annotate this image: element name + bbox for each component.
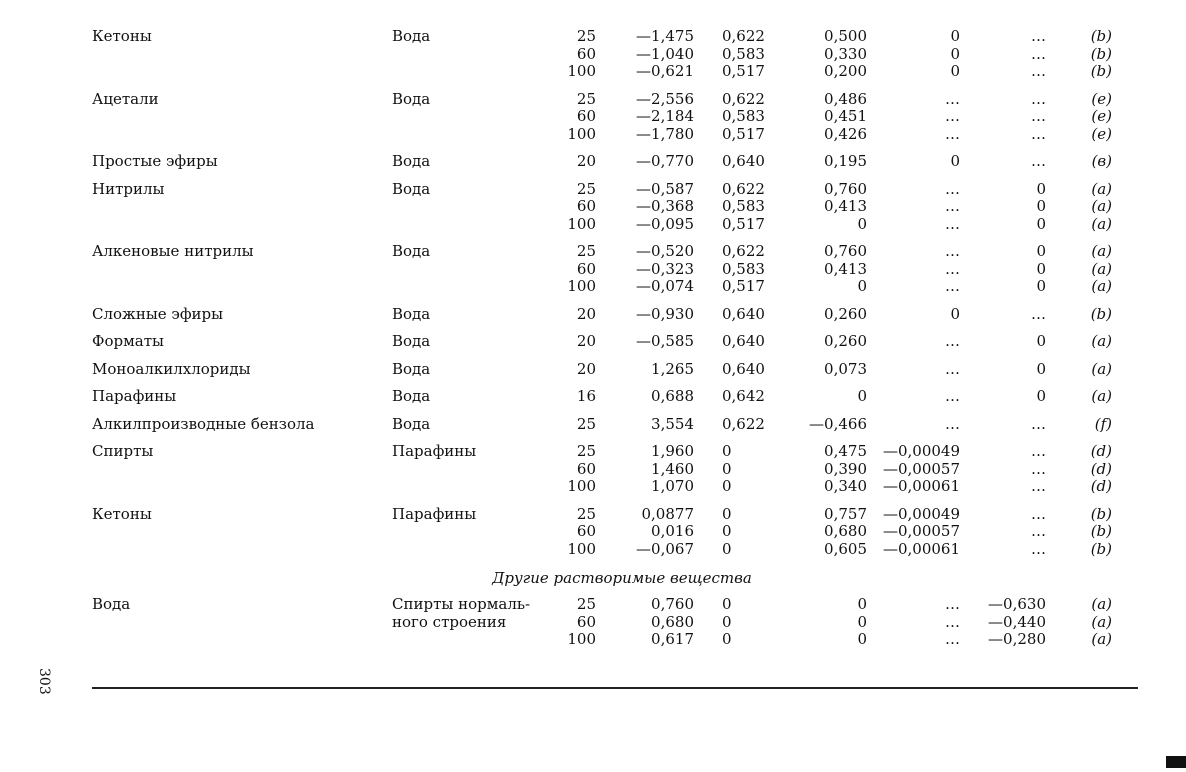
table-row <box>92 388 1152 406</box>
temperature-cell: 100 <box>567 277 596 295</box>
coefficient-b-cell: 0,517 <box>722 277 765 295</box>
table-row <box>92 506 1152 524</box>
reference-cell: (e) <box>1091 89 1112 108</box>
temperature-cell: 25 <box>576 27 596 45</box>
coefficient-d-cell: … <box>945 124 960 143</box>
coefficient-c-cell: 0,390 <box>824 459 867 478</box>
temperature-cell: 100 <box>567 539 596 558</box>
coefficient-c-cell: 0,760 <box>824 242 867 260</box>
coefficient-d-cell: … <box>945 612 960 631</box>
temperature-cell: 25 <box>576 242 596 260</box>
reference-cell: (a) <box>1091 277 1112 295</box>
table-group <box>92 416 1152 434</box>
table-row <box>92 614 1152 632</box>
table-row <box>92 216 1152 234</box>
table-row <box>92 631 1152 649</box>
coefficient-c-cell: —0,466 <box>809 414 867 433</box>
solvent-name: Вода <box>392 89 431 108</box>
table-group <box>92 243 1152 296</box>
coefficient-b-cell: 0,640 <box>722 332 765 350</box>
coefficient-a-cell: 0,617 <box>651 630 694 648</box>
coefficient-b-cell: 0,583 <box>722 107 765 125</box>
temperature-cell: 20 <box>576 304 596 323</box>
reference-cell: (b) <box>1090 539 1112 558</box>
coefficient-e-cell: … <box>1031 152 1046 170</box>
reference-cell: (d) <box>1090 442 1112 460</box>
solvent-name: Вода <box>392 152 431 170</box>
coefficient-a-cell: 0,016 <box>651 522 694 540</box>
coefficient-a-cell: —1,475 <box>636 27 694 45</box>
solvent-name: Вода <box>392 332 431 350</box>
coefficient-e-cell: 0 <box>1036 277 1046 295</box>
substance-name: Алкеновые нитрилы <box>92 242 254 260</box>
coefficient-b-cell: 0,622 <box>722 414 765 433</box>
coefficient-d-cell: 0 <box>950 27 960 45</box>
coefficient-a-cell: —0,621 <box>636 62 694 80</box>
coefficient-e-cell: 0 <box>1036 387 1046 405</box>
coefficient-e-cell: … <box>1031 27 1046 45</box>
substance-name: Нитрилы <box>92 179 165 198</box>
bottom-rule <box>92 687 1138 689</box>
coefficient-d-cell: … <box>945 595 960 613</box>
coefficient-a-cell: —0,587 <box>636 179 694 198</box>
table-row <box>92 261 1152 279</box>
reference-cell: (f) <box>1094 414 1112 433</box>
table-group <box>92 28 1152 81</box>
coefficient-a-cell: 0,680 <box>651 612 694 631</box>
reference-cell: (a) <box>1091 332 1112 350</box>
coefficient-c-cell: 0,195 <box>824 152 867 170</box>
section-heading: Другие растворимые вещества <box>492 569 752 587</box>
coefficient-e-cell: … <box>1031 304 1046 323</box>
coefficient-b-cell: 0 <box>722 442 732 460</box>
table-group <box>92 506 1152 559</box>
coefficient-e-cell: … <box>1031 124 1046 143</box>
coefficient-d-cell: 0 <box>950 304 960 323</box>
table-row <box>92 46 1152 64</box>
coefficient-b-cell: 0,640 <box>722 304 765 323</box>
coefficient-a-cell: —2,184 <box>636 107 694 125</box>
table-row <box>92 361 1152 379</box>
coefficient-c-cell: 0,475 <box>824 442 867 460</box>
coefficient-b-cell: 0 <box>722 539 732 558</box>
coefficient-a-cell: —0,930 <box>636 304 694 323</box>
coefficient-e-cell: … <box>1031 414 1046 433</box>
coefficient-e-cell: … <box>1031 522 1046 540</box>
coefficient-e-cell: 0 <box>1036 332 1046 350</box>
table-row <box>92 278 1152 296</box>
substance-name: Ацетали <box>92 89 159 108</box>
coefficient-c-cell: 0 <box>857 214 867 233</box>
coefficient-c-cell: 0,760 <box>824 179 867 198</box>
table-row <box>92 28 1152 46</box>
table-row <box>92 416 1152 434</box>
substance-name: Вода <box>92 595 131 613</box>
reference-cell: (b) <box>1090 504 1112 523</box>
temperature-cell: 25 <box>576 595 596 613</box>
substance-name: Форматы <box>92 332 164 350</box>
table-row <box>92 541 1152 559</box>
temperature-cell: 60 <box>576 459 596 478</box>
reference-cell: (a) <box>1091 630 1112 648</box>
coefficient-b-cell: 0,640 <box>722 152 765 170</box>
table-body <box>92 28 1152 558</box>
coefficient-c-cell: 0,260 <box>824 332 867 350</box>
coefficient-a-cell: —0,520 <box>636 242 694 260</box>
coefficient-c-cell: 0 <box>857 612 867 631</box>
other-solutes-table-body <box>92 596 1152 649</box>
coefficient-b-cell: 0 <box>722 459 732 478</box>
coefficient-e-cell: 0 <box>1036 197 1046 215</box>
coefficient-b-cell: 0,622 <box>722 179 765 198</box>
table-row <box>92 306 1152 324</box>
coefficient-b-cell: 0,583 <box>722 259 765 278</box>
temperature-cell: 60 <box>576 107 596 125</box>
coefficient-c-cell: 0 <box>857 277 867 295</box>
coefficient-a-cell: 0,760 <box>651 595 694 613</box>
coefficient-e-cell: 0 <box>1036 242 1046 260</box>
temperature-cell: 100 <box>567 477 596 495</box>
coefficient-d-cell: … <box>945 332 960 350</box>
coefficient-c-cell: 0,073 <box>824 359 867 378</box>
temperature-cell: 20 <box>576 152 596 170</box>
table-row <box>92 63 1152 81</box>
temperature-cell: 60 <box>576 259 596 278</box>
coefficient-b-cell: 0 <box>722 595 732 613</box>
table-group <box>92 153 1152 171</box>
coefficient-e-cell: … <box>1031 107 1046 125</box>
coefficient-c-cell: 0,605 <box>824 539 867 558</box>
temperature-cell: 20 <box>576 359 596 378</box>
reference-cell: (b) <box>1090 62 1112 80</box>
reference-cell: (a) <box>1091 259 1112 278</box>
table-row <box>92 478 1152 496</box>
coefficient-e-cell: —0,630 <box>988 595 1046 613</box>
coefficient-a-cell: —0,585 <box>636 332 694 350</box>
coefficient-c-cell: 0 <box>857 387 867 405</box>
coefficient-b-cell: 0,622 <box>722 242 765 260</box>
table-row <box>92 126 1152 144</box>
coefficient-e-cell: … <box>1031 539 1046 558</box>
table-group <box>92 388 1152 406</box>
coefficient-e-cell: … <box>1031 44 1046 63</box>
coefficient-c-cell: 0,486 <box>824 89 867 108</box>
temperature-cell: 25 <box>576 414 596 433</box>
coefficient-a-cell: 0,688 <box>651 387 694 405</box>
temperature-cell: 60 <box>576 522 596 540</box>
table-row <box>92 443 1152 461</box>
reference-cell: (b) <box>1090 44 1112 63</box>
table-row <box>92 596 1152 614</box>
table-row <box>92 198 1152 216</box>
coefficient-a-cell: 3,554 <box>651 414 694 433</box>
reference-cell: (d) <box>1090 477 1112 495</box>
reference-cell: (a) <box>1091 214 1112 233</box>
coefficient-e-cell: 0 <box>1036 214 1046 233</box>
coefficient-b-cell: 0,517 <box>722 214 765 233</box>
table-group <box>92 443 1152 496</box>
reference-cell: (e) <box>1091 124 1112 143</box>
coefficient-d-cell: … <box>945 414 960 433</box>
coefficient-a-cell: —0,368 <box>636 197 694 215</box>
substance-name: Парафины <box>92 387 177 405</box>
coefficient-b-cell: 0,640 <box>722 359 765 378</box>
table-row <box>92 108 1152 126</box>
coefficient-a-cell: —0,067 <box>636 539 694 558</box>
temperature-cell: 25 <box>576 179 596 198</box>
temperature-cell: 60 <box>576 44 596 63</box>
substance-name: Кетоны <box>92 27 152 45</box>
coefficient-d-cell: … <box>945 630 960 648</box>
coefficient-a-cell: —2,556 <box>636 89 694 108</box>
temperature-cell: 25 <box>576 504 596 523</box>
temperature-cell: 100 <box>567 124 596 143</box>
reference-cell: (a) <box>1091 197 1112 215</box>
coefficient-c-cell: 0,330 <box>824 44 867 63</box>
solvent-name: Вода <box>392 387 431 405</box>
coefficient-e-cell: … <box>1031 477 1046 495</box>
coefficient-c-cell: 0,413 <box>824 197 867 215</box>
coefficient-a-cell: 1,070 <box>651 477 694 495</box>
coefficient-c-cell: 0 <box>857 630 867 648</box>
table-row <box>92 181 1152 199</box>
substance-name: Сложные эфиры <box>92 304 224 323</box>
coefficient-c-cell: 0,260 <box>824 304 867 323</box>
coefficient-d-cell: 0 <box>950 44 960 63</box>
solvent-name: Вода <box>392 359 431 378</box>
coefficient-c-cell: 0,426 <box>824 124 867 143</box>
coefficient-c-cell: 0,451 <box>824 107 867 125</box>
coefficient-d-cell: … <box>945 242 960 260</box>
coefficient-e-cell: 0 <box>1036 359 1046 378</box>
reference-cell: (a) <box>1091 612 1112 631</box>
coefficient-b-cell: 0,622 <box>722 89 765 108</box>
reference-cell: (в) <box>1091 152 1112 170</box>
reference-cell: (a) <box>1091 242 1112 260</box>
coefficient-b-cell: 0,583 <box>722 44 765 63</box>
temperature-cell: 100 <box>567 214 596 233</box>
solvent-name: Спирты нормаль- <box>392 595 531 613</box>
coefficient-d-cell: 0 <box>950 62 960 80</box>
solvent-name: Вода <box>392 179 431 198</box>
reference-cell: (d) <box>1090 459 1112 478</box>
coefficient-d-cell: … <box>945 197 960 215</box>
table-group <box>92 361 1152 379</box>
reference-cell: (a) <box>1091 179 1112 198</box>
coefficient-a-cell: —0,323 <box>636 259 694 278</box>
coefficient-a-cell: —1,780 <box>636 124 694 143</box>
coefficient-a-cell: —0,770 <box>636 152 694 170</box>
substance-name: Простые эфиры <box>92 152 218 170</box>
solvent-name: Вода <box>392 414 431 433</box>
table-row <box>92 153 1152 171</box>
table-row <box>92 461 1152 479</box>
temperature-cell: 25 <box>576 442 596 460</box>
coefficient-e-cell: … <box>1031 442 1046 460</box>
solvent-name: Вода <box>392 27 431 45</box>
solvent-name-continued: ного строения <box>392 612 507 631</box>
coefficient-b-cell: 0,583 <box>722 197 765 215</box>
coefficient-e-cell: 0 <box>1036 259 1046 278</box>
reference-cell: (a) <box>1091 359 1112 378</box>
coefficient-d-cell: … <box>945 359 960 378</box>
coefficient-b-cell: 0 <box>722 612 732 631</box>
coefficient-b-cell: 0 <box>722 630 732 648</box>
reference-cell: (a) <box>1091 595 1112 613</box>
table-row <box>92 91 1152 109</box>
coefficient-e-cell: —0,440 <box>988 612 1046 631</box>
temperature-cell: 100 <box>567 62 596 80</box>
table-row <box>92 523 1152 541</box>
coefficient-e-cell: … <box>1031 504 1046 523</box>
coefficient-d-cell: … <box>945 259 960 278</box>
coefficient-e-cell: … <box>1031 459 1046 478</box>
coefficient-d-cell: … <box>945 89 960 108</box>
coefficient-b-cell: 0,642 <box>722 387 765 405</box>
coefficient-d-cell: —0,00049 <box>882 442 960 460</box>
coefficient-c-cell: 0 <box>857 595 867 613</box>
temperature-cell: 25 <box>576 89 596 108</box>
reference-cell: (b) <box>1090 304 1112 323</box>
coefficient-d-cell: … <box>945 214 960 233</box>
coefficient-c-cell: 0,757 <box>824 504 867 523</box>
coefficient-a-cell: 1,960 <box>651 442 694 460</box>
table-group <box>92 91 1152 144</box>
coefficient-d-cell: —0,00049 <box>882 504 960 523</box>
substance-name: Кетоны <box>92 504 152 523</box>
coefficient-c-cell: 0,680 <box>824 522 867 540</box>
coefficient-a-cell: —0,074 <box>636 277 694 295</box>
table-row <box>92 243 1152 261</box>
table-group <box>92 306 1152 324</box>
coefficient-b-cell: 0 <box>722 477 732 495</box>
table-group <box>92 181 1152 234</box>
table-group <box>92 596 1152 649</box>
temperature-cell: 60 <box>576 612 596 631</box>
coefficient-d-cell: —0,00061 <box>882 539 960 558</box>
coefficient-c-cell: 0,413 <box>824 259 867 278</box>
coefficient-d-cell: … <box>945 107 960 125</box>
temperature-cell: 100 <box>567 630 596 648</box>
coefficient-e-cell: —0,280 <box>988 630 1046 648</box>
reference-cell: (b) <box>1090 522 1112 540</box>
coefficient-b-cell: 0,622 <box>722 27 765 45</box>
coefficient-a-cell: —1,040 <box>636 44 694 63</box>
reference-cell: (a) <box>1091 387 1112 405</box>
temperature-cell: 16 <box>576 387 596 405</box>
coefficient-b-cell: 0 <box>722 522 732 540</box>
coefficient-a-cell: 1,460 <box>651 459 694 478</box>
coefficient-e-cell: … <box>1031 62 1046 80</box>
coefficient-c-cell: 0,340 <box>824 477 867 495</box>
table-group <box>92 333 1152 351</box>
coefficient-b-cell: 0,517 <box>722 124 765 143</box>
coefficient-d-cell: —0,00061 <box>882 477 960 495</box>
coefficient-b-cell: 0 <box>722 504 732 523</box>
coefficient-e-cell: … <box>1031 89 1046 108</box>
coefficient-d-cell: … <box>945 277 960 295</box>
solvent-name: Вода <box>392 304 431 323</box>
temperature-cell: 20 <box>576 332 596 350</box>
data-table <box>92 28 1152 659</box>
reference-cell: (e) <box>1091 107 1112 125</box>
page-edge-mark <box>1166 756 1186 768</box>
substance-name: Алкилпроизводные бензола <box>92 414 315 433</box>
substance-name: Спирты <box>92 442 154 460</box>
coefficient-a-cell: —0,095 <box>636 214 694 233</box>
coefficient-d-cell: … <box>945 179 960 198</box>
coefficient-e-cell: 0 <box>1036 179 1046 198</box>
solvent-name: Парафины <box>392 442 477 460</box>
solvent-name: Вода <box>392 242 431 260</box>
substance-name: Моноалкилхлориды <box>92 359 251 378</box>
coefficient-a-cell: 0,0877 <box>641 504 694 523</box>
coefficient-b-cell: 0,517 <box>722 62 765 80</box>
coefficient-d-cell: … <box>945 387 960 405</box>
coefficient-d-cell: —0,00057 <box>882 522 960 540</box>
coefficient-a-cell: 1,265 <box>651 359 694 378</box>
coefficient-c-cell: 0,500 <box>824 27 867 45</box>
reference-cell: (b) <box>1090 27 1112 45</box>
coefficient-d-cell: —0,00057 <box>882 459 960 478</box>
temperature-cell: 60 <box>576 197 596 215</box>
page-number: 303 <box>36 668 52 695</box>
coefficient-c-cell: 0,200 <box>824 62 867 80</box>
solvent-name: Парафины <box>392 504 477 523</box>
table-row <box>92 333 1152 351</box>
coefficient-d-cell: 0 <box>950 152 960 170</box>
